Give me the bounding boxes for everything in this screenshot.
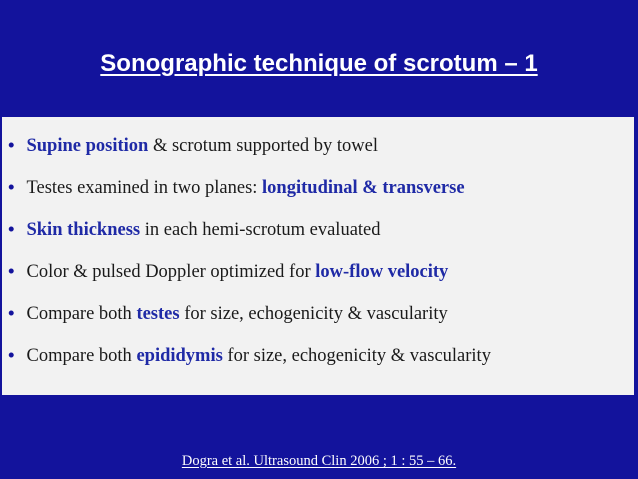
bullet-item-skin (8, 218, 381, 241)
bullet-pre: Compare both (26, 346, 137, 366)
bullet-post: for size, echogenicity & vascularity (179, 304, 448, 324)
bullet-icon: • (8, 134, 15, 155)
bullet-highlight: low-flow velocity (315, 262, 449, 282)
bullet-highlight: epididymis (136, 346, 223, 366)
citation: Dogra et al. Ultrasound Clin 2006 ; 1 : 55 – 66. (181, 453, 457, 469)
bullet-item-epididymis (8, 344, 491, 367)
bullet-icon: • (8, 260, 15, 281)
bullet-item-doppler (8, 260, 448, 283)
bullet-pre: Color & pulsed Doppler optimized for (26, 262, 316, 282)
slide-title: Sonographic technique of scrotum – 1 (100, 50, 538, 77)
bullet-panel (2, 117, 634, 395)
bullet-highlight: Supine position (26, 136, 149, 156)
bullet-pre: Testes examined in two planes: (26, 178, 263, 198)
bullet-pre: Compare both (26, 304, 137, 324)
bullet-post: for size, echogenicity & vascularity (222, 346, 491, 366)
bullet-icon: • (8, 344, 15, 365)
bullet-highlight: longitudinal & transverse (262, 178, 465, 198)
bullet-item-testes (8, 302, 448, 325)
bullet-icon: • (8, 302, 15, 323)
bullet-icon: • (8, 218, 15, 239)
bullet-item-supine (8, 134, 378, 157)
bullet-post: & scrotum supported by towel (148, 136, 379, 156)
bullet-icon: • (8, 176, 15, 197)
bullet-post: in each hemi-scrotum evaluated (140, 220, 381, 240)
bullet-highlight: testes (136, 304, 180, 324)
bullet-highlight: Skin thickness (26, 220, 141, 240)
bullet-item-planes (8, 176, 465, 199)
